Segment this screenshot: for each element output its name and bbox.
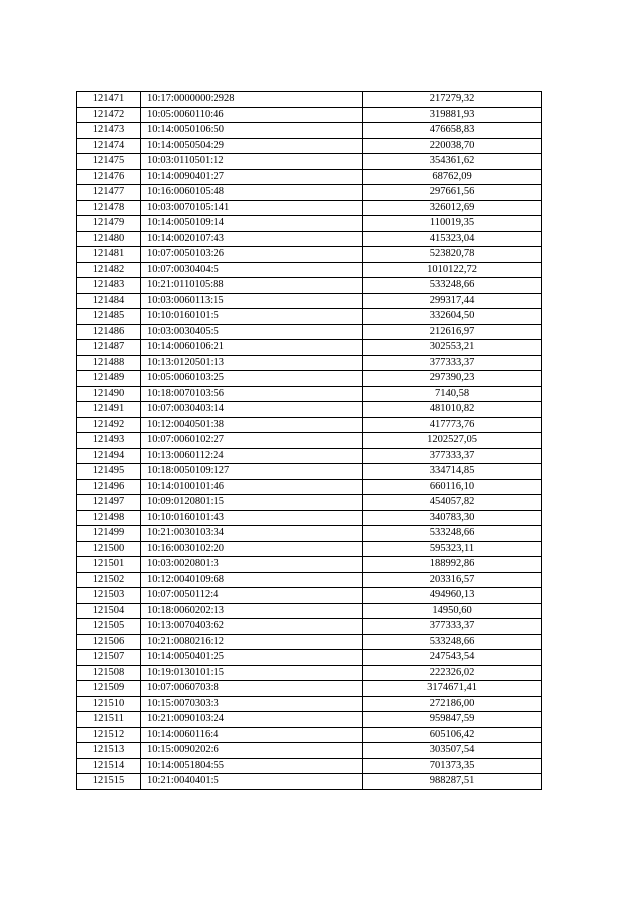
- table-row: [77, 479, 542, 495]
- table-row: [77, 448, 542, 464]
- cadastral-number-cell: 10:03:0070105:141: [141, 200, 363, 216]
- value-cell: 415323,04: [363, 231, 542, 247]
- row-number-cell: 121507: [77, 650, 141, 666]
- table-row: [77, 169, 542, 185]
- cadastral-number-cell: 10:21:0040401:5: [141, 774, 363, 790]
- table-row: [77, 262, 542, 278]
- row-number-cell: 121480: [77, 231, 141, 247]
- value-cell: 605106,42: [363, 727, 542, 743]
- value-cell: 220038,70: [363, 138, 542, 154]
- row-number-cell: 121509: [77, 681, 141, 697]
- row-number-cell: 121487: [77, 340, 141, 356]
- row-number-cell: 121504: [77, 603, 141, 619]
- table-row: [77, 355, 542, 371]
- table-row: [77, 464, 542, 480]
- table-row: [77, 634, 542, 650]
- table-row: [77, 278, 542, 294]
- value-cell: 297390,23: [363, 371, 542, 387]
- cadastral-number-cell: 10:21:0110105:88: [141, 278, 363, 294]
- table-row: [77, 154, 542, 170]
- row-number-cell: 121508: [77, 665, 141, 681]
- table-row: [77, 603, 542, 619]
- value-cell: 1010122,72: [363, 262, 542, 278]
- table-row: [77, 712, 542, 728]
- row-number-cell: 121506: [77, 634, 141, 650]
- row-number-cell: 121471: [77, 92, 141, 108]
- row-number-cell: 121498: [77, 510, 141, 526]
- value-cell: 7140,58: [363, 386, 542, 402]
- value-cell: 188992,86: [363, 557, 542, 573]
- row-number-cell: 121496: [77, 479, 141, 495]
- row-number-cell: 121481: [77, 247, 141, 263]
- cadastral-number-cell: 10:13:0120501:13: [141, 355, 363, 371]
- table-row: [77, 619, 542, 635]
- table-row: [77, 526, 542, 542]
- row-number-cell: 121499: [77, 526, 141, 542]
- row-number-cell: 121491: [77, 402, 141, 418]
- value-cell: 326012,69: [363, 200, 542, 216]
- cadastral-number-cell: 10:14:0050401:25: [141, 650, 363, 666]
- value-cell: 297661,56: [363, 185, 542, 201]
- row-number-cell: 121476: [77, 169, 141, 185]
- value-cell: 417773,76: [363, 417, 542, 433]
- cadastral-number-cell: 10:14:0020107:43: [141, 231, 363, 247]
- value-cell: 212616,97: [363, 324, 542, 340]
- cadastral-number-cell: 10:14:0090401:27: [141, 169, 363, 185]
- cadastral-number-cell: 10:07:0030403:14: [141, 402, 363, 418]
- table-row: [77, 743, 542, 759]
- cadastral-number-cell: 10:14:0050504:29: [141, 138, 363, 154]
- value-cell: 247543,54: [363, 650, 542, 666]
- value-cell: 340783,30: [363, 510, 542, 526]
- table-row: [77, 774, 542, 790]
- table-row: [77, 541, 542, 557]
- table-row: [77, 216, 542, 232]
- table-row: [77, 185, 542, 201]
- cadastral-number-cell: 10:12:0040501:38: [141, 417, 363, 433]
- table-row: [77, 309, 542, 325]
- value-cell: 476658,83: [363, 123, 542, 139]
- row-number-cell: 121478: [77, 200, 141, 216]
- cadastral-number-cell: 10:05:0060110:46: [141, 107, 363, 123]
- cadastral-number-cell: 10:14:0050109:14: [141, 216, 363, 232]
- cadastral-number-cell: 10:18:0060202:13: [141, 603, 363, 619]
- table-row: [77, 433, 542, 449]
- value-cell: 217279,32: [363, 92, 542, 108]
- cadastral-number-cell: 10:17:0000000:2928: [141, 92, 363, 108]
- cadastral-number-cell: 10:21:0090103:24: [141, 712, 363, 728]
- table-row: [77, 231, 542, 247]
- row-number-cell: 121473: [77, 123, 141, 139]
- row-number-cell: 121513: [77, 743, 141, 759]
- cadastral-number-cell: 10:14:0060116:4: [141, 727, 363, 743]
- row-number-cell: 121492: [77, 417, 141, 433]
- cadastral-number-cell: 10:10:0160101:5: [141, 309, 363, 325]
- value-cell: 1202527,05: [363, 433, 542, 449]
- cadastral-number-cell: 10:12:0040109:68: [141, 572, 363, 588]
- cadastral-number-cell: 10:19:0130101:15: [141, 665, 363, 681]
- value-cell: 222326,02: [363, 665, 542, 681]
- value-cell: 533248,66: [363, 634, 542, 650]
- value-cell: 299317,44: [363, 293, 542, 309]
- cadastral-number-cell: 10:03:0020801:3: [141, 557, 363, 573]
- cadastral-number-cell: 10:05:0060103:25: [141, 371, 363, 387]
- table-row: [77, 557, 542, 573]
- value-cell: 660116,10: [363, 479, 542, 495]
- value-cell: 354361,62: [363, 154, 542, 170]
- row-number-cell: 121493: [77, 433, 141, 449]
- value-cell: 68762,09: [363, 169, 542, 185]
- value-cell: 377333,37: [363, 619, 542, 635]
- value-cell: 533248,66: [363, 278, 542, 294]
- row-number-cell: 121515: [77, 774, 141, 790]
- value-cell: 481010,82: [363, 402, 542, 418]
- cadastral-number-cell: 10:03:0060113:15: [141, 293, 363, 309]
- row-number-cell: 121477: [77, 185, 141, 201]
- row-number-cell: 121494: [77, 448, 141, 464]
- table-row: [77, 495, 542, 511]
- table-row: [77, 650, 542, 666]
- table-row: [77, 758, 542, 774]
- value-cell: 272186,00: [363, 696, 542, 712]
- value-cell: 377333,37: [363, 355, 542, 371]
- table-row: [77, 417, 542, 433]
- cadastral-number-cell: 10:21:0080216:12: [141, 634, 363, 650]
- cadastral-number-cell: 10:18:0050109:127: [141, 464, 363, 480]
- value-cell: 988287,51: [363, 774, 542, 790]
- table-row: [77, 696, 542, 712]
- row-number-cell: 121511: [77, 712, 141, 728]
- value-cell: 533248,66: [363, 526, 542, 542]
- row-number-cell: 121488: [77, 355, 141, 371]
- cadastral-number-cell: 10:07:0050103:26: [141, 247, 363, 263]
- row-number-cell: 121512: [77, 727, 141, 743]
- table-row: [77, 340, 542, 356]
- table-row: [77, 293, 542, 309]
- cadastral-number-cell: 10:07:0050112:4: [141, 588, 363, 604]
- table-row: [77, 727, 542, 743]
- cadastral-number-cell: 10:14:0050106:50: [141, 123, 363, 139]
- table-row: [77, 386, 542, 402]
- row-number-cell: 121486: [77, 324, 141, 340]
- cadastral-number-cell: 10:14:0051804:55: [141, 758, 363, 774]
- row-number-cell: 121483: [77, 278, 141, 294]
- row-number-cell: 121489: [77, 371, 141, 387]
- value-cell: 303507,54: [363, 743, 542, 759]
- cadastral-number-cell: 10:15:0090202:6: [141, 743, 363, 759]
- cadastral-number-cell: 10:21:0030103:34: [141, 526, 363, 542]
- value-cell: 110019,35: [363, 216, 542, 232]
- row-number-cell: 121501: [77, 557, 141, 573]
- row-number-cell: 121503: [77, 588, 141, 604]
- row-number-cell: 121495: [77, 464, 141, 480]
- table-row: [77, 588, 542, 604]
- cadastral-number-cell: 10:16:0030102:20: [141, 541, 363, 557]
- table-row: [77, 123, 542, 139]
- cadastral-number-cell: 10:09:0120801:15: [141, 495, 363, 511]
- cadastral-number-cell: 10:13:0070403:62: [141, 619, 363, 635]
- value-cell: 959847,59: [363, 712, 542, 728]
- row-number-cell: 121475: [77, 154, 141, 170]
- row-number-cell: 121482: [77, 262, 141, 278]
- value-cell: 3174671,41: [363, 681, 542, 697]
- cadastral-number-cell: 10:15:0070303:3: [141, 696, 363, 712]
- row-number-cell: 121505: [77, 619, 141, 635]
- value-cell: 319881,93: [363, 107, 542, 123]
- row-number-cell: 121474: [77, 138, 141, 154]
- value-cell: 302553,21: [363, 340, 542, 356]
- value-cell: 494960,13: [363, 588, 542, 604]
- cadastral-number-cell: 10:14:0060106:21: [141, 340, 363, 356]
- value-cell: 14950,60: [363, 603, 542, 619]
- row-number-cell: 121497: [77, 495, 141, 511]
- cadastral-number-cell: 10:13:0060112:24: [141, 448, 363, 464]
- table-row: [77, 200, 542, 216]
- table-row: [77, 665, 542, 681]
- row-number-cell: 121500: [77, 541, 141, 557]
- row-number-cell: 121514: [77, 758, 141, 774]
- table-row: [77, 324, 542, 340]
- cadastral-number-cell: 10:10:0160101:43: [141, 510, 363, 526]
- value-cell: 377333,37: [363, 448, 542, 464]
- table-row: [77, 681, 542, 697]
- value-cell: 332604,50: [363, 309, 542, 325]
- row-number-cell: 121472: [77, 107, 141, 123]
- table-row: [77, 138, 542, 154]
- cadastral-number-cell: 10:03:0030405:5: [141, 324, 363, 340]
- value-cell: 334714,85: [363, 464, 542, 480]
- row-number-cell: 121502: [77, 572, 141, 588]
- row-number-cell: 121479: [77, 216, 141, 232]
- value-cell: 701373,35: [363, 758, 542, 774]
- table-row: [77, 107, 542, 123]
- row-number-cell: 121485: [77, 309, 141, 325]
- cadastral-number-cell: 10:07:0060703:8: [141, 681, 363, 697]
- row-number-cell: 121510: [77, 696, 141, 712]
- value-cell: 454057,82: [363, 495, 542, 511]
- table-row: [77, 371, 542, 387]
- table-row: [77, 572, 542, 588]
- row-number-cell: 121484: [77, 293, 141, 309]
- value-cell: 595323,11: [363, 541, 542, 557]
- cadastral-number-cell: 10:07:0060102:27: [141, 433, 363, 449]
- cadastral-number-cell: 10:16:0060105:48: [141, 185, 363, 201]
- row-number-cell: 121490: [77, 386, 141, 402]
- table-row: [77, 92, 542, 108]
- table-row: [77, 247, 542, 263]
- value-cell: 523820,78: [363, 247, 542, 263]
- value-cell: 203316,57: [363, 572, 542, 588]
- cadastral-number-cell: 10:18:0070103:56: [141, 386, 363, 402]
- table-row: [77, 402, 542, 418]
- table-body: [77, 92, 542, 790]
- cadastral-number-cell: 10:07:0030404:5: [141, 262, 363, 278]
- cadastral-value-table: [76, 91, 542, 790]
- table-row: [77, 510, 542, 526]
- cadastral-number-cell: 10:03:0110501:12: [141, 154, 363, 170]
- cadastral-number-cell: 10:14:0100101:46: [141, 479, 363, 495]
